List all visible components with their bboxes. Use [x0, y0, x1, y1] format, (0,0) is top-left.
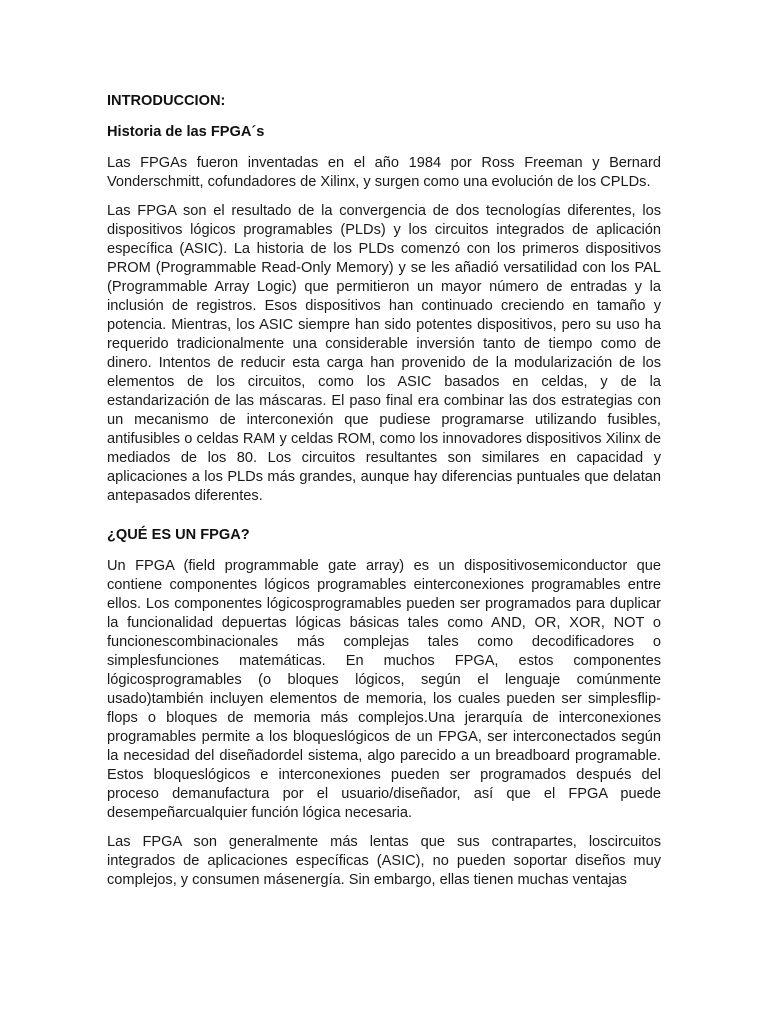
section-heading-que-es-fpga: ¿QUÉ ES UN FPGA?	[107, 527, 250, 543]
paragraph-historia-2: Las FPGA son el resultado de la convergencia de dos tecnologías diferentes, los dispositivos lógicos programables (PLDs) y los circuitos integrados de aplicación específica (ASIC). La historia de los PLDs comenzó con los primeros dispositivos PROM (Programmable Read-Only Memory) y se les añadió versatilidad con los PAL (Programmable Array Logic) que permitieron un mayor número de entradas y la inclusión de registros. Esos dispositivos han continuado creciendo en tamaño y potencia. Mientras, los ASIC siempre han sido potentes dispositivos, pero su uso ha requerido tradicionalmente una considerable inversión tanto de tiempo como de dinero. Intentos de reducir esta carga han provenido de la modularización de los elementos de los circuitos, como los ASIC basados en celdas, y de la estandarización de las máscaras. El paso final era combinar las dos estrategias con un mecanismo de interconexión que pudiese programarse utilizando fusibles, antifusibles o celdas RAM y celdas ROM, como los innovadores dispositivos Xilinx de mediados de los 80. Los circuitos resultantes son similares en capacidad y aplicaciones a los PLDs más grandes, aunque hay diferencias puntuales que delatan antepasados diferentes.	[107, 203, 661, 504]
section-heading-historia: Historia de las FPGA´s	[107, 124, 265, 140]
paragraph-fpga-1: Un FPGA (field programmable gate array) es un dispositivosemiconductor que contiene componentes lógicos programables einterconexiones programables entre ellos. Los componentes lógicosprogramables pueden ser programados para duplicar la funcionalidad depuertas lógicas básicas tales como AND, OR, XOR, NOT o funcionescombinacionales más complejas tales como decodificadores o simplesfunciones matemáticas. En muchos FPGA, estos componentes lógicosprogramables (o bloques lógicos, según el lenguaje comúnmente usado)también incluyen elementos de memoria, los cuales pueden ser simplesflip-flops o bloques de memoria más complejos.Una jerarquía de interconexiones programables permite a los bloqueslógicos de un FPGA, ser interconectados según la necesidad del diseñadordel sistema, algo parecido a un breadboard programable. Estos bloqueslógicos e interconexiones pueden ser programados después del proceso demanufactura por el usuario/diseñador, así que el FPGA puede desempeñarcualquier función lógica necesaria.	[107, 558, 661, 821]
document-title: INTRODUCCION:	[107, 93, 226, 109]
document-content	[107, 92, 661, 900]
paragraph-fpga-2: Las FPGA son generalmente más lentas que sus contrapartes, loscircuitos integrados de aplicaciones específicas (ASIC), no pueden soportar diseños muy complejos, y consumen másenergía. Sin embargo, ellas tienen muchas ventajas	[107, 834, 661, 888]
paragraph-historia-1: Las FPGAs fueron inventadas en el año 1984 por Ross Freeman y Bernard Vonderschmitt, cofundadores de Xilinx, y surgen como una evolución de los CPLDs.	[107, 155, 661, 190]
